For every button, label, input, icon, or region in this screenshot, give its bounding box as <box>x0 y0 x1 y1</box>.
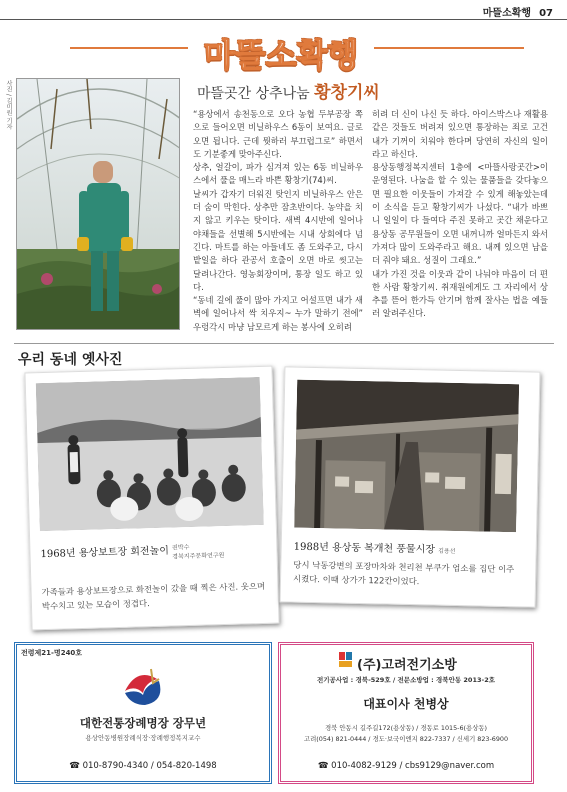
old-photo-1-desc: 가족들과 용상보트장으로 화전놀이 갔을 때 찍은 사진. 웃으며 박수치고 있는 모습이 정겹다. <box>41 580 266 612</box>
section-divider <box>14 343 554 344</box>
subtitle-prefix: 마뜰곳간 상추나눔 <box>197 86 310 102</box>
article-column-2: 히려 더 신이 나신 듯 하다. 아이스박스나 재활용 같은 것들도 버려져 있으면 통장하는 죄로 고건 내가 기꺼이 치워야 한다며 당연히 자신의 일이라고 하신다. 용상동행정복지센터 1층에 <마뜰사랑곳간>이 운영된다. 나눔을 할 수 있는 물품들을 갖다놓으면 필요한 이웃들이 가져갈 수 있게 해놓았는데 이 소식을 듣고 황창기씨가 나섰다. “내가 바쁘니 일일이 다 들여다 주진 못하고 곳간 채운다고 용상동 공무원들이 오면 내꺼니까 얼마든지 와서 가져다 많이 도와주라고 해요. 내께 있으면 남을 더 줘야 돼요. 성질이 그래요.” 내가 가진 것을 이웃과 같이 나눠야 마음이 더 편한 사람 황창기씨. 취재원에게도 그 자리에서 상추를 뜯어 한가득 안기며 함께 잘사는 법을 예들러 알려주신다. <box>372 109 548 319</box>
article-subtitle <box>197 78 380 103</box>
ad2-company: (주)고려전기소방 <box>357 658 457 673</box>
ad-electric <box>278 642 534 784</box>
old-photo-2-caption: 1988년 용상동 복개천 풍물시장 김용선 <box>293 541 456 556</box>
ad1-tag: 전령제21-명240호 <box>21 649 83 657</box>
old-photo-1-caption: 1968년 용상보트장 회전놀이 권박수 경북지주문화연구원 <box>40 540 224 564</box>
old-photo-card-2 <box>280 366 541 607</box>
ad-funeral <box>14 642 272 784</box>
ad1-sub: 용상안동병원장례식장·장례행정복지교수 <box>85 734 201 742</box>
old-photo-1-image <box>36 377 264 531</box>
farmer-photo <box>16 78 180 330</box>
header-divider <box>0 19 567 20</box>
old-photo-2-image <box>294 380 519 533</box>
old-photo-2-credit: 김용선 <box>438 547 456 555</box>
ad2-ceo: 대표이사 천병상 <box>363 697 449 711</box>
ad2-license: 전기공사업 : 경북-529호 / 전문소방업 : 경북안동 2013-2호 <box>316 676 495 684</box>
article-column-1: “용상에서 송천동으로 오다 농협 두부공장 쪽으로 들어오면 비닐하우스 6동이 보여요. 글로 오면 됩니다. 근데 뭣하러 부끄럽그로” 하면서도 기분좋게 맞아주신다. 상추, 얼갈이, 파가 심겨져 있는 6동 비닐하우스에서 풀을 매느라 바쁜 황창기(74)씨. 날씨가 갑자기 더워진 탓인지 비닐하우스 안은 더 숨이 막힌다. 상추만 잠초반이다. 농약을 치지 않고 키우는 탓이다. 새벽 4시반에 일어나 야채들을 선별해 5시반에는 시내 상회에다 넘긴다. 마트를 하는 아들네도 좀 도와주고, 다시 밭일을 하다 관공서 호출이 오면 바로 씻고는 달려나간다. 영농회장이며, 통장 일도 하고 있다. “동네 길에 풀이 많아 가지고 어설프면 내가 새벽에 일어나서 싹 치우지~ 누가 말하기 전에” 우렁각시 마냥 남모르게 하는 봉사에 오히려 <box>193 109 363 332</box>
page-header <box>483 4 553 19</box>
company-logo-icon <box>339 652 353 670</box>
old-photo-1-credit: 권박수 경북지주문화연구원 <box>171 543 225 560</box>
title-rule-left <box>70 47 188 49</box>
ad1-phone: ☎ 010-8790-4340 / 054-820-1498 <box>69 761 217 771</box>
title-rule-right <box>374 47 524 49</box>
section-title: 우리 동네 옛사진 <box>18 352 123 368</box>
page-title: 마뜰소확행 <box>203 36 359 74</box>
photo-credit: 사진 / 김미원 기자 <box>5 80 12 130</box>
ad1-name: 대한전통장례명장 장무년 <box>79 716 207 730</box>
header-section: 마뜰소확행 <box>482 8 532 19</box>
ad2-address: 경북 안동시 길주길172(용상동) / 경동로 1015-6(용상동) 고려(054) 821-0444 / 경도·보국이엔지 822-7337 / 신세기 823-6900 <box>303 724 509 743</box>
subtitle-name: 황창기씨 <box>314 83 380 103</box>
page-number: 07 <box>539 8 553 19</box>
ad2-phone: ☎ 010-4082-9129 / cbs9129@naver.com <box>317 761 495 771</box>
title-banner <box>0 28 567 74</box>
old-photo-2-desc: 당시 낙동강변의 포장마차와 천리천 부쿠가 업소를 집단 이주시켰다. 이때 상가가 122칸이었다. <box>292 559 515 587</box>
old-photo-card-1 <box>24 366 279 631</box>
taeguk-logo-icon <box>115 661 175 713</box>
